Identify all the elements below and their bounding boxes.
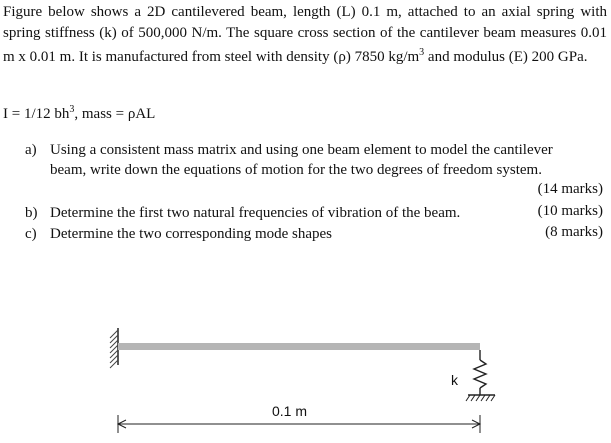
question-c-text: Determine the two corresponding mode shapes [50,226,333,242]
question-a-label: a) [25,142,37,158]
spring-label: k [451,372,458,388]
formula-mass: , mass = ρAL [74,106,156,122]
formula-line [3,104,155,123]
question-c-label: c) [25,226,37,242]
formula-superscript: 3 [69,104,75,115]
intro-tail: and modulus (E) 200 GPa. [424,49,588,65]
length-label: 0.1 m [272,403,308,419]
formula-inertia: I = 1/12 bh [3,106,70,122]
question-a-text: Using a consistent mass matrix and using one beam element to model the cantilever beam, write down the equations of motion for the two degrees of freedom system. [50,142,553,178]
question-b-text: Determine the first two natural frequencies of vibration of the beam. [50,205,461,221]
cantilever-beam [118,343,480,350]
problem-statement [3,2,607,68]
axial-spring [466,350,495,401]
intro-text: Figure below shows a 2D cantilevered beam, length (L) 0.1 m, attached to an axial spring with spring stiffness (k) of 500,000 N/m. The square cross section of the cantilever beam measures 0.01 m x 0.01 m. It is manufactured from steel with density (ρ) 7850 kg/m [3,4,607,65]
question-b [25,203,460,223]
question-a-marks: (14 marks) [537,181,603,197]
length-dimension [118,415,480,433]
question-b-label: b) [25,205,38,221]
question-c-marks: (8 marks) [545,224,603,240]
question-c [25,224,332,244]
question-b-marks: (10 marks) [537,203,603,219]
fixed-wall [110,328,118,368]
intro-superscript: 3 [419,47,425,58]
